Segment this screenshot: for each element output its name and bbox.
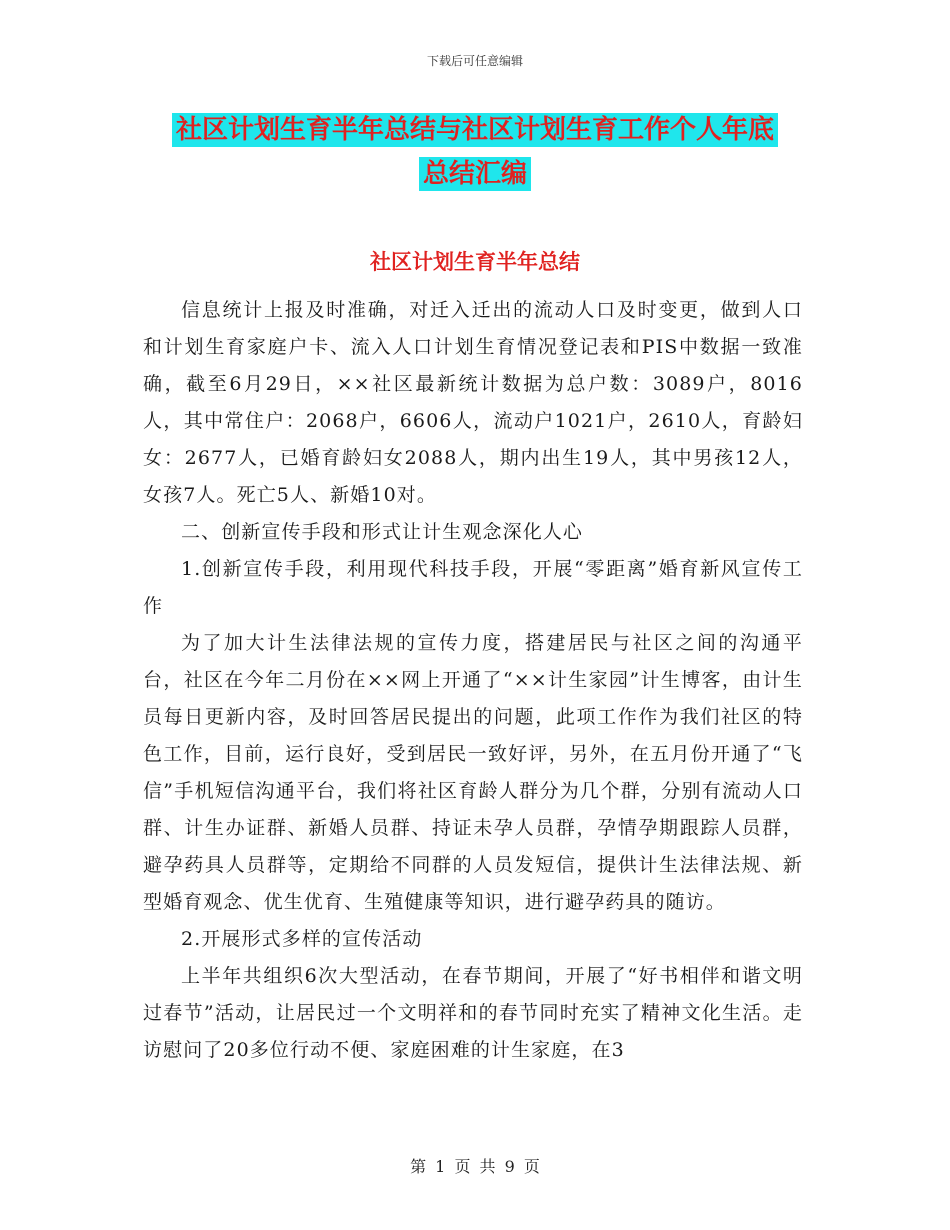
paragraph: 为了加大计生法律法规的宣传力度，搭建居民与社区之间的沟通平台，社区在今年二月份在××网上开通了“××计生家园”计生博客，由计生员每日更新内容，及时回答居民提出的问题，此项工作作为我们社区的特色工作，目前，运行良好，受到居民一致好评，另外，在五月份开通了“飞信”手机短信沟通平台，我们将社区育龄人群分为几个群，分别有流动人口群、计生办证群、新婚人员群、持证未孕人员群，孕情孕期跟踪人员群，避孕药具人员群等，定期给不同群的人员发短信，提供计生法律法规、新型婚育观念、优生优育、生殖健康等知识，进行避孕药具的随访。 [143,632,803,913]
page-footer: 第 1 页 共 9 页 [410,1157,540,1176]
paragraph: 信息统计上报及时准确，对迁入迁出的流动人口及时变更，做到人口和计划生育家庭户卡、流入人口计划生育情况登记表和PIS中数据一致准确，截至6月29日，××社区最新统计数据为总户数：3089户，8016人，其中常住户：2068户，6606人，流动户1021户，2610人，育龄妇女：2677人，已婚育龄妇女2088人，期内出生19人，其中男孩12人，女孩7人。死亡5人、新婚10对。 [143,299,803,506]
paragraph: 二、创新宣传手段和形式让计生观念深化人心 [181,521,584,543]
title-line-1: 社区计划生育半年总结与社区计划生育工作个人年底 [172,113,778,147]
document-title [0,108,950,196]
title-line-2: 总结汇编 [419,157,531,191]
paragraph: 1.创新宣传手段，利用现代科技手段，开展“零距离”婚育新风宣传工作 [143,558,803,617]
paragraph: 2.开展形式多样的宣传活动 [181,928,423,950]
header-note: 下载后可任意编辑 [426,54,523,68]
paragraph: 上半年共组织6次大型活动，在春节期间，开展了“好书相伴和谐文明过春节”活动，让居民过一个文明祥和的春节同时充实了精神文化生活。走访慰问了20多位行动不便、家庭困难的计生家庭，在3 [143,965,803,1061]
section-title: 社区计划生育半年总结 [370,250,580,274]
body-text [143,292,803,1069]
